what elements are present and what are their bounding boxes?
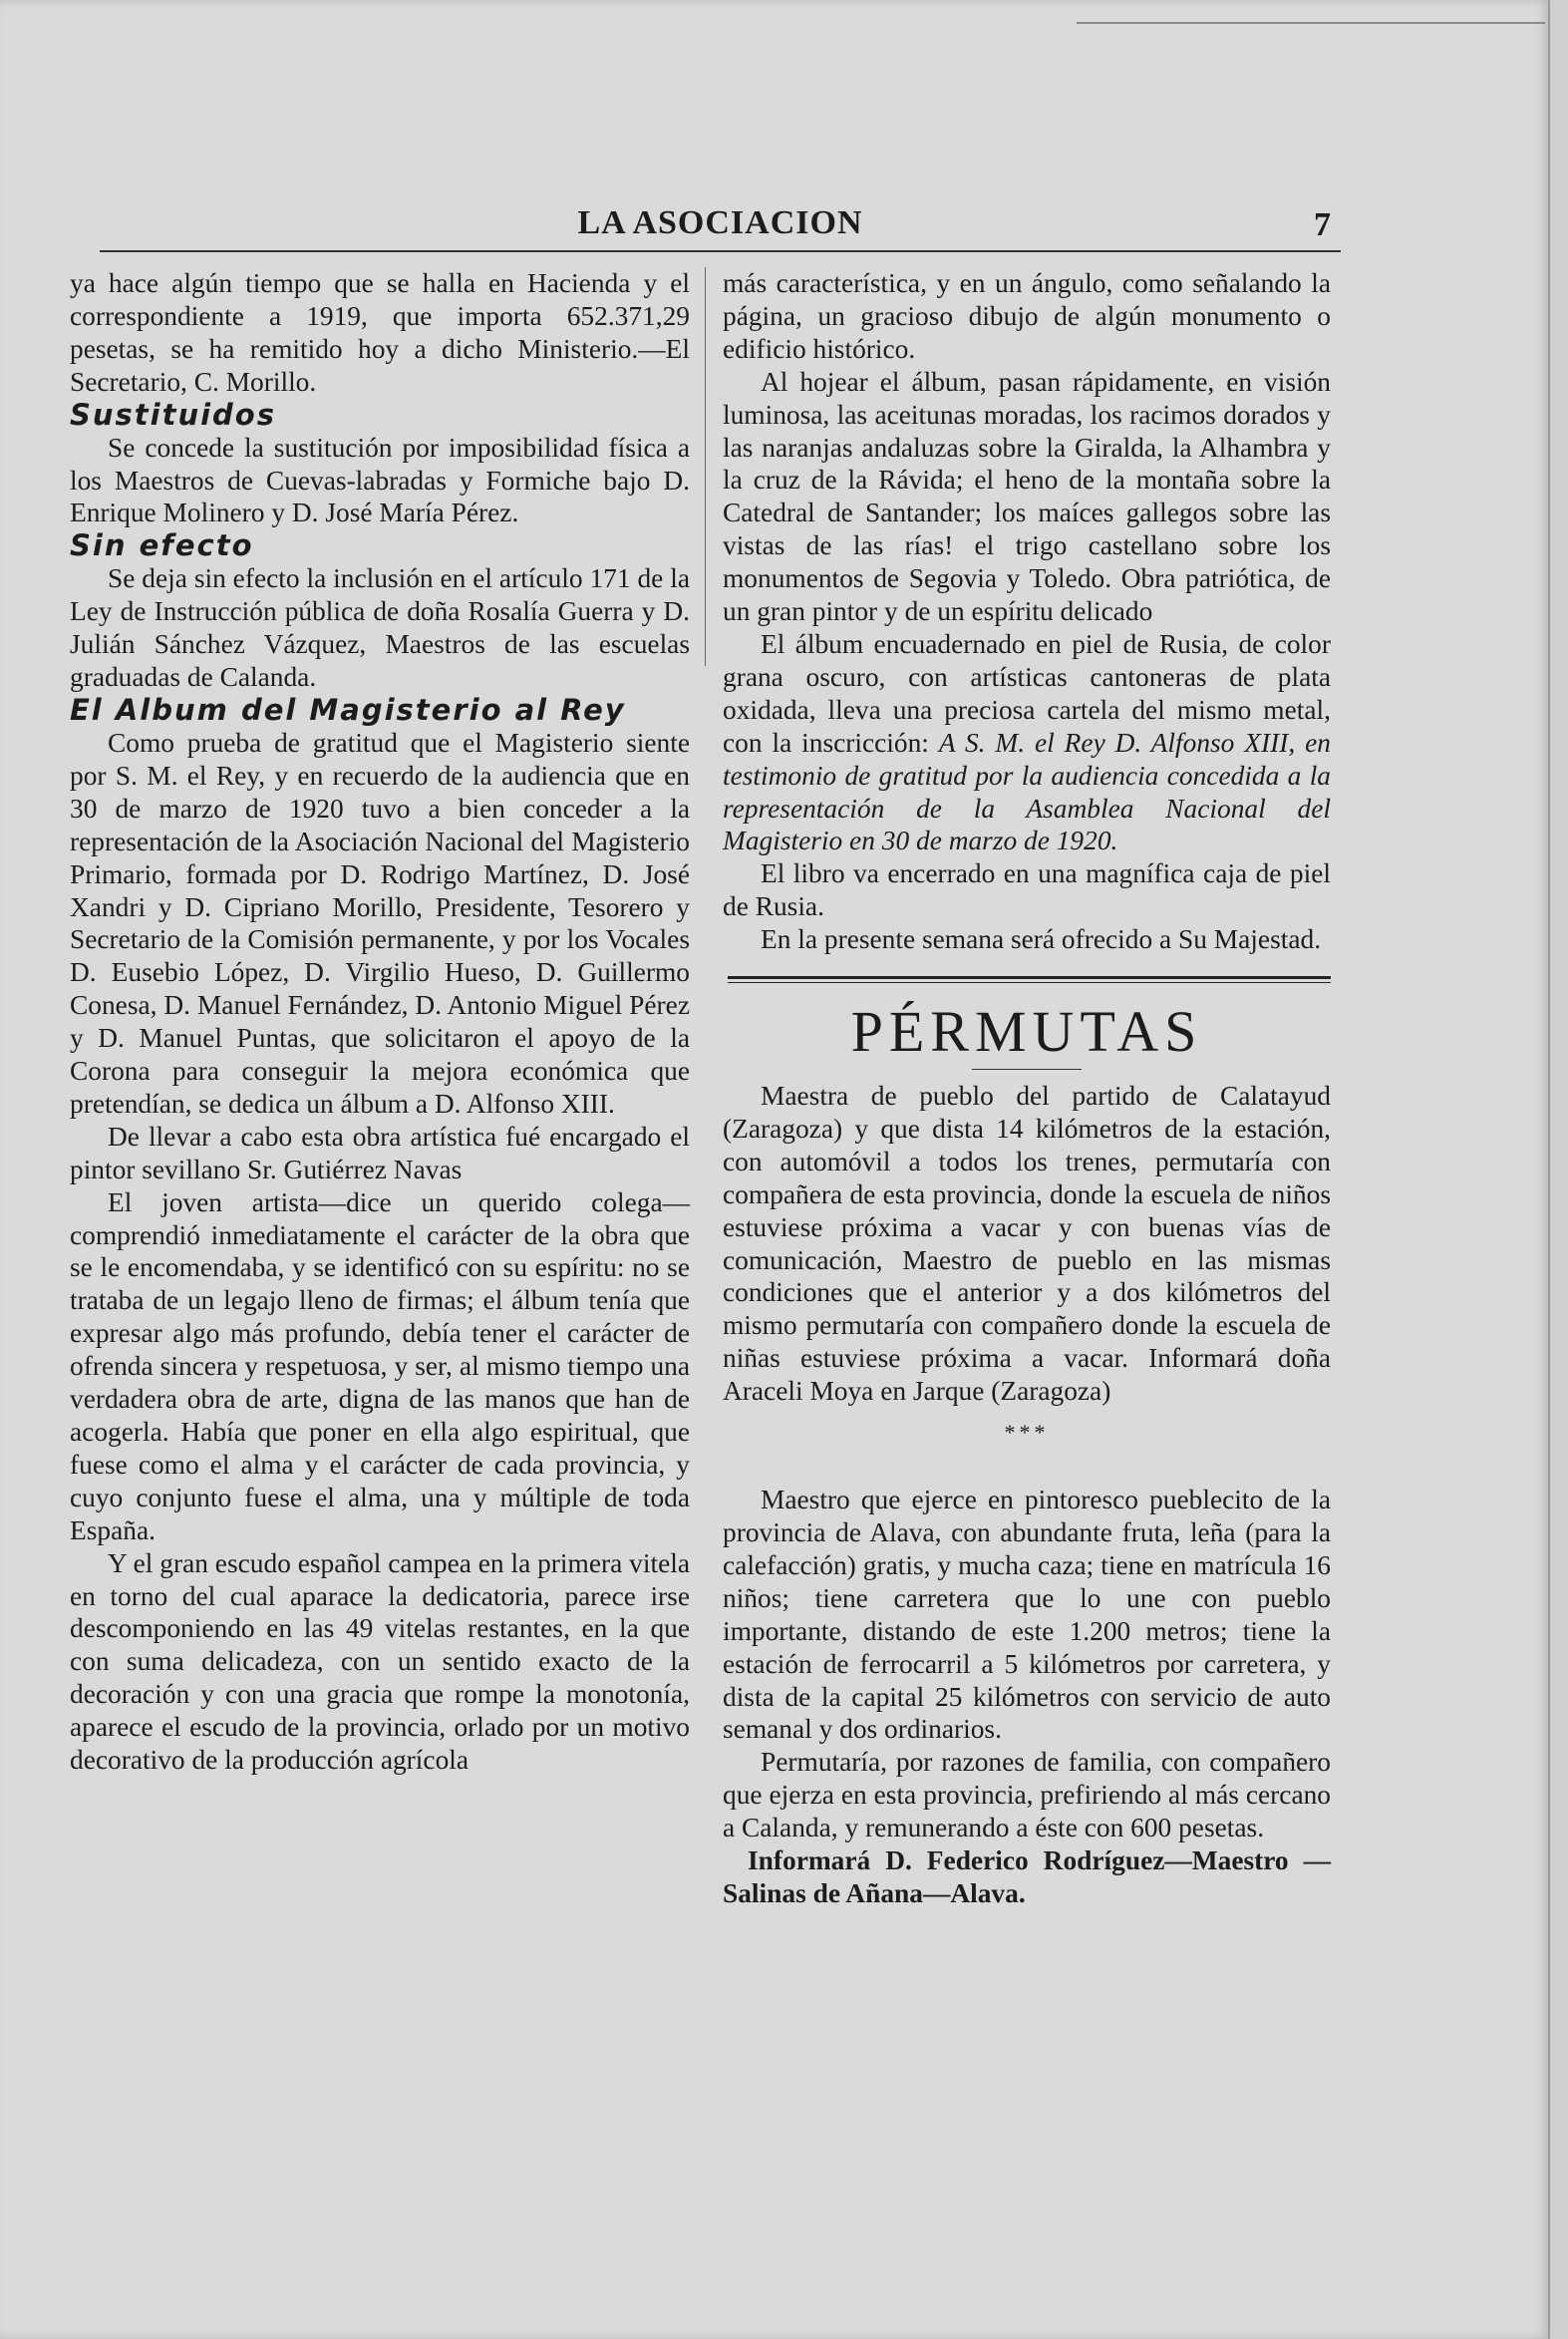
page-header [100,204,1341,254]
album-paragraph-1: Como prueba de gratitud que el Magisterio siente por S. M. el Rey, y en recuerdo de la audiencia que en 30 de marzo de 1920 tuvo a bien conceder a la representación de la Asociación Nacional del Magisterio Primario, formada por D. Rodrigo Martínez, D. José Xandri y D. Cipriano Morillo, Presidente, Tesorero y Secretario de la Comisión permanente, y por los Vocales D. Eusebio López, D. Virgilio Hueso, D. Guillermo Conesa, D. Manuel Fernández, D. Antonio Miguel Pérez y D. Manuel Puntas, que solicitaron el apoyo de la Corona para conseguir la mejora económica que pretendían, se dedica un álbum a D. Alfonso XIII. [70,727,690,1119]
top-edge-line [1077,22,1545,24]
page-edge [1548,0,1568,2339]
publication-title: LA ASOCIACION [577,204,863,241]
permuta-ad-1: Maestra de pueblo del partido de Calatayud (Zaragoza) y que dista 14 kilómetros de la estación, con automóvil a todos los trenes, permutaría con compañera de esta provincia, donde la escuela de niños estuviese próxima a vacar y con buenas vías de comunicación, Maestro de pueblo en las mismas condiciones que el anterior y a dos kilómetros del mismo permutaría con compañero donde la escuela de niñas estuviese próxima a vacar. Informará doña Araceli Moya en Jarque (Zaragoza) [723,1081,1331,1407]
album-continuation-3 [723,628,1331,857]
album-paragraph-3: El joven artista—dice un querido colega—comprendió inmediatamente el carácter de la obra que se le encomendaba, y se identificó con su espíritu: no se trataba de un legajo lleno de firmas; el álbum tenía que expresar algo más profundo, debía tener el carácter de ofrenda sincera y respetuosa, y ser, al mismo tiempo una verdadera obra de arte, digna de las manos que han de acogerla. Había que poner en ella algo espiritual, que fuese como el alma y el carácter de cada provincia, y cuyo conjunto fuese el alma, una y múltiple de toda España. [70,1186,690,1545]
header-rule [100,250,1341,252]
section-double-rule [728,976,1331,983]
asterism-separator: *** [1004,1420,1050,1446]
permuta-ad-3: Permutaría, por razones de familia, con compañero que ejerza en esta provincia, prefiriendo al más cercano a Calanda, y remunerando a éste con 600 pesetas. [723,1747,1331,1843]
album-continuation-5: En la presente semana será ofrecido a Su Majestad. [761,924,1322,955]
permuta-ad-contact: Informará D. Federico Rodríguez—Maestro —Salinas de Añana—Alava. [723,1845,1331,1908]
permuta-ad-2: Maestro que ejerce en pintoresco pueblecito de la provincia de Alava, con abundante fruta, leña (para la calefacción) gratis, y mucha caza; tiene en matrícula 16 niños; tiene carretera que lo une con pueblo importante, distando de este 1.200 metros; tiene la estación de ferrocarril a 5 kilómetros por carretera, y dista de la capital 25 kilómetros con servicio de auto semanal y dos ordinarios. [723,1485,1331,1745]
section-heading-sustituidos: Sustituidos [70,397,276,432]
section-heading-album: El Album del Magisterio al Rey [70,692,626,727]
album-continuation-2: Al hojear el álbum, pasan rápidamente, en visión luminosa, las aceitunas moradas, los racimos dorados y las naranjas andaluzas sobre la Giralda, la Alhambra y la cruz de la Rávida; el heno de la montaña sobre la Catedral de Santander; los maíces gallegos sobre las vistas de las rías! el trigo castellano sobre los monumentos de Segovia y Toledo. Obra patriótica, de un gran pintor y de un espíritu delicado [723,366,1331,627]
album-paragraph-2: De llevar a cabo esta obra artística fué encargado el pintor sevillano Sr. Gutiérrez Navas [70,1121,690,1184]
permutas-short-rule [972,1069,1082,1070]
sustituidos-paragraph: Se concede la sustitución por imposibilidad física a los Maestros de Cuevas-labradas y Formiche bajo D. Enrique Molinero y D. José María Pérez. [70,432,690,528]
column-divider [705,267,706,666]
section-heading-sin-efecto: Sin efecto [70,528,254,563]
album-inscription: A S. M. el Rey D. Alfonso XIII, en testimonio de gratitud por la audiencia concedida a la representación de la Asamblea Nacional del Magisterio en 30 de marzo de 1920. [723,727,1331,856]
permutas-heading: PÉRMUTAS [850,999,1203,1065]
album-continuation-1: más característica, y en un ángulo, como señalando la página, un gracioso dibujo de algún monumento o edificio histórico. [723,268,1331,364]
sin-efecto-paragraph: Se deja sin efecto la inclusión en el artículo 171 de la Ley de Instrucción pública de doña Rosalía Guerra y D. Julián Sánchez Vázquez, Maestros de las escuelas graduadas de Calanda. [70,563,690,693]
album-inscription-intro: El álbum encuadernado en piel de Rusia, de color grana oscuro, con artísticas cantoneras de plata oxidada, lleva una preciosa cartela del mismo metal, con la inscricción: [723,628,1331,758]
intro-paragraph: ya hace algún tiempo que se halla en Hacienda y el correspondiente a 1919, que importa 652.371,29 pesetas, se ha remitido hoy a dicho Ministerio.—El Secretario, C. Morillo. [70,268,690,397]
page-number: 7 [1314,206,1331,243]
left-column [70,267,690,1777]
album-paragraph-4: Y el gran escudo español campea en la primera vitela en torno del cual aparace la dedicatoria, parece irse descomponiendo en las 49 vitelas restantes, en la que con suma delicadeza, con un sentido exacto de la decoración y con una gracia que rompe la monotonía, aparece el escudo de la provincia, orlado por un motivo decorativo de la producción agrícola [70,1547,690,1776]
ad-spacer [723,1456,1331,1484]
album-continuation-4: El libro va encerrado en una magnífica caja de piel de Rusia. [723,858,1331,922]
right-column [723,267,1331,1910]
